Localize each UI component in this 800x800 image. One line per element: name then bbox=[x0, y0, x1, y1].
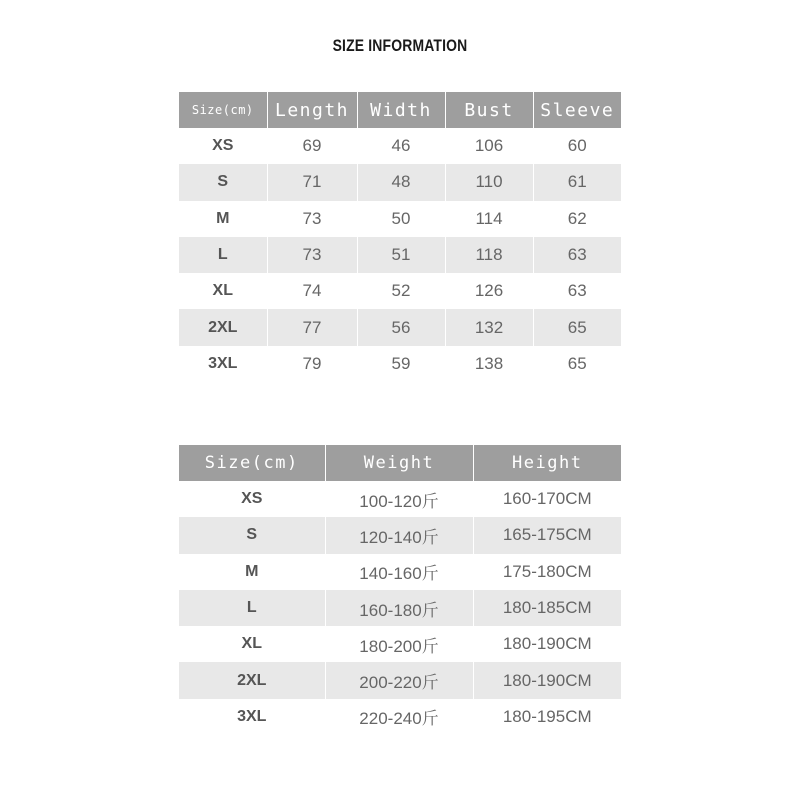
length-cell: 79 bbox=[267, 346, 357, 382]
sleeve-cell: 61 bbox=[533, 164, 621, 200]
header-sleeve: Sleeve bbox=[533, 92, 621, 128]
sleeve-cell: 62 bbox=[567, 208, 587, 228]
sleeve-cell: 63 bbox=[533, 237, 621, 273]
table-row bbox=[179, 590, 621, 626]
size-cell: S bbox=[179, 517, 325, 553]
weight-cell: 180-200斤 bbox=[325, 626, 473, 662]
height-cell: 175-180CM bbox=[502, 561, 592, 581]
table-row bbox=[179, 237, 621, 273]
header-width: Width bbox=[357, 92, 445, 128]
table-row bbox=[179, 309, 621, 345]
bust-cell: 106 bbox=[445, 128, 533, 164]
table-header-row bbox=[179, 445, 621, 481]
header-length: Length bbox=[267, 92, 357, 128]
table-row bbox=[179, 164, 621, 200]
bust-cell: 110 bbox=[445, 164, 533, 200]
width-cell: 56 bbox=[357, 309, 445, 345]
size-cell: L bbox=[179, 237, 267, 273]
bust-cell: 114 bbox=[445, 201, 533, 237]
table-row bbox=[179, 517, 621, 553]
size-cell: 2XL bbox=[179, 309, 267, 345]
length-cell: 73 bbox=[267, 201, 357, 237]
bust-cell: 126 bbox=[445, 273, 533, 309]
page-title: SIZE INFORMATION bbox=[332, 36, 468, 55]
height-cell: 165-175CM bbox=[473, 517, 621, 553]
garment-measurements-table bbox=[179, 92, 621, 382]
size-cell: L bbox=[179, 590, 325, 626]
length-cell: 74 bbox=[267, 273, 357, 309]
table-row bbox=[179, 481, 621, 517]
table-row bbox=[179, 346, 621, 382]
size-cell: XS bbox=[179, 128, 267, 164]
header-size: Size(cm) bbox=[179, 92, 267, 128]
length-cell: 69 bbox=[267, 128, 357, 164]
table-row bbox=[179, 273, 621, 309]
weight-cell: 200-220斤 bbox=[325, 662, 473, 698]
header-bust: Bust bbox=[445, 92, 533, 128]
table-row bbox=[179, 128, 621, 164]
height-cell: 160-170CM bbox=[502, 489, 592, 509]
sleeve-cell: 65 bbox=[533, 309, 621, 345]
sleeve-cell: 60 bbox=[567, 136, 587, 156]
table-row bbox=[179, 201, 621, 237]
bust-cell: 118 bbox=[445, 237, 533, 273]
size-cell: S bbox=[179, 164, 267, 200]
width-cell: 50 bbox=[357, 201, 445, 237]
weight-cell: 160-180斤 bbox=[325, 590, 473, 626]
table-header-row bbox=[179, 92, 621, 128]
length-cell: 71 bbox=[267, 164, 357, 200]
height-cell: 180-185CM bbox=[473, 590, 621, 626]
width-cell: 59 bbox=[357, 346, 445, 382]
size-cell: 3XL bbox=[179, 346, 267, 382]
size-cell: M bbox=[179, 554, 325, 590]
width-cell: 52 bbox=[357, 273, 445, 309]
weight-cell: 140-160斤 bbox=[325, 554, 473, 590]
length-cell: 73 bbox=[267, 237, 357, 273]
table-row bbox=[179, 626, 621, 662]
weight-cell: 100-120斤 bbox=[325, 481, 473, 517]
table-row bbox=[179, 662, 621, 698]
size-cell: M bbox=[179, 201, 267, 237]
size-cell: 2XL bbox=[179, 662, 325, 698]
size-cell: XS bbox=[179, 481, 325, 517]
size-cell: XL bbox=[179, 273, 267, 309]
header-weight: Weight bbox=[325, 445, 473, 481]
sleeve-cell: 63 bbox=[567, 281, 587, 301]
height-cell: 180-195CM bbox=[502, 706, 592, 726]
height-cell: 180-190CM bbox=[473, 662, 621, 698]
width-cell: 46 bbox=[357, 128, 445, 164]
weight-cell: 120-140斤 bbox=[325, 517, 473, 553]
fit-guide-table bbox=[179, 445, 621, 735]
table-row bbox=[179, 699, 621, 735]
bust-cell: 138 bbox=[445, 346, 533, 382]
height-cell: 180-190CM bbox=[502, 634, 592, 654]
size-cell: 3XL bbox=[179, 699, 325, 735]
sleeve-cell: 65 bbox=[567, 353, 587, 373]
weight-cell: 220-240斤 bbox=[325, 699, 473, 735]
table-row bbox=[179, 554, 621, 590]
size-cell: XL bbox=[179, 626, 325, 662]
width-cell: 51 bbox=[357, 237, 445, 273]
width-cell: 48 bbox=[357, 164, 445, 200]
header-size: Size(cm) bbox=[179, 445, 325, 481]
header-height: Height bbox=[473, 445, 621, 481]
length-cell: 77 bbox=[267, 309, 357, 345]
bust-cell: 132 bbox=[445, 309, 533, 345]
